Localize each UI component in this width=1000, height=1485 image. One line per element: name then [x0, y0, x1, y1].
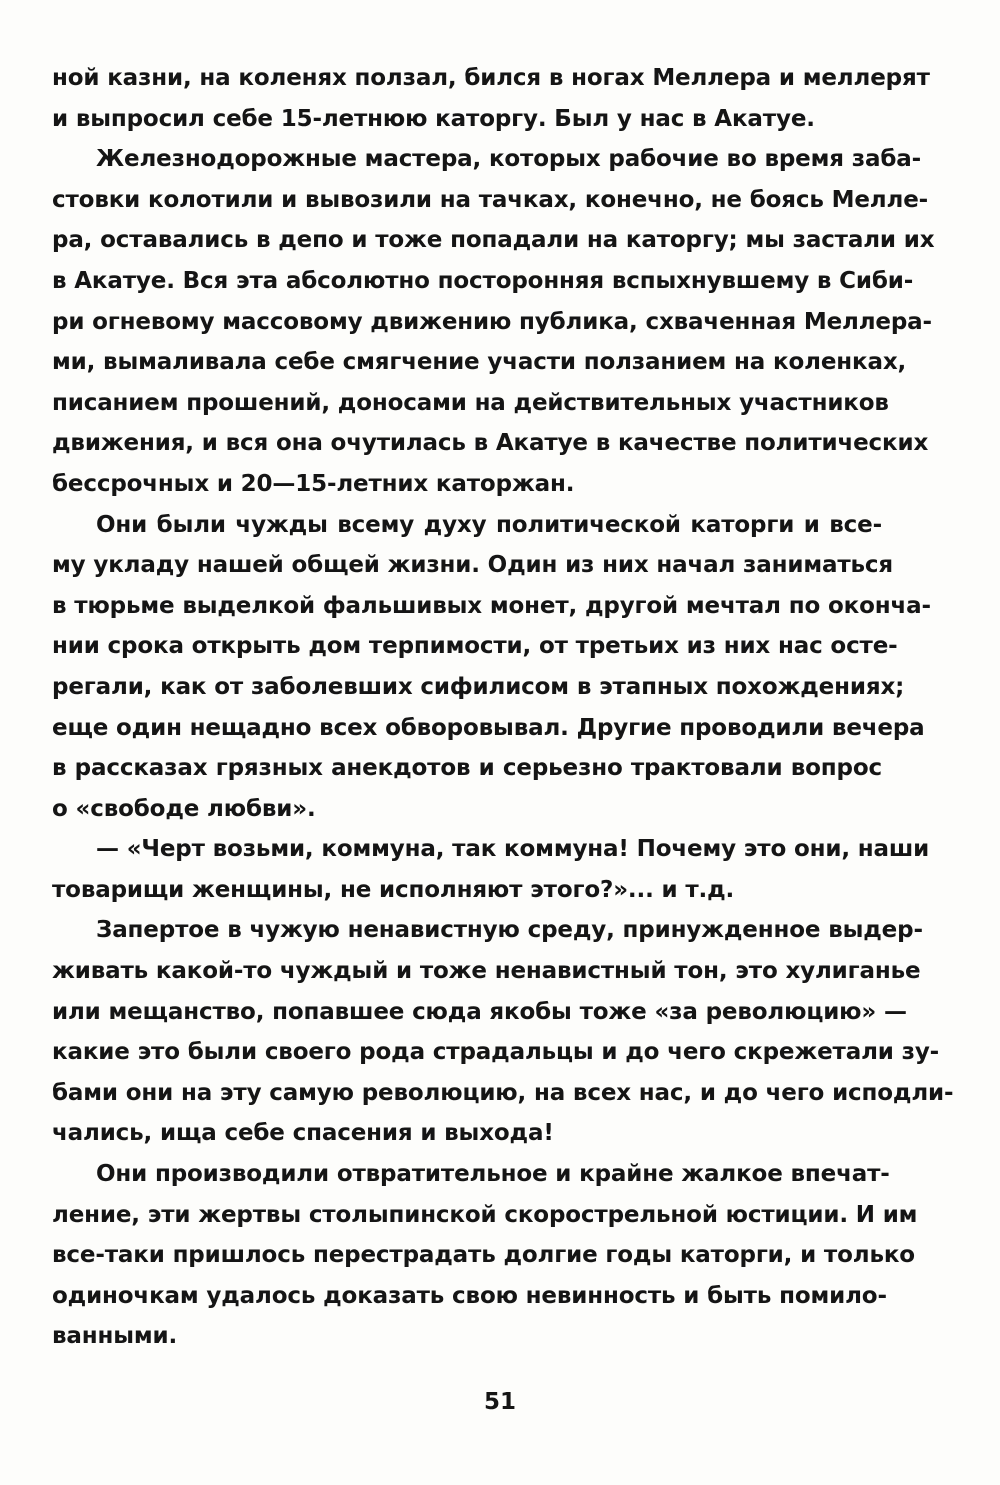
paragraph	[52, 139, 935, 504]
text-line: — «Черт возьми, коммуна, так коммуна! Почему это они, наши	[96, 836, 930, 863]
text-line: и выпросил себе 15-летнюю каторгу. Был у нас в Акатуе.	[52, 105, 815, 132]
text-line: Они были чужды всему духу политической каторги и все-	[96, 511, 882, 538]
body-text	[52, 58, 954, 1357]
text-line: ми, вымаливала себе смягчение участи ползанием на коленках,	[52, 349, 907, 376]
paragraph	[52, 829, 930, 910]
text-line: стовки колотили и вывозили на тачках, конечно, не боясь Мелле-	[52, 186, 929, 213]
text-line: ной казни, на коленях ползал, бился в ногах Меллера и меллерят	[52, 65, 930, 91]
text-line: писанием прошений, доносами на действительных участников	[52, 389, 889, 416]
paragraph	[52, 910, 954, 1154]
text-line: товарищи женщины, не исполняют этого?»... и т.д.	[52, 876, 735, 903]
text-line: бами они на эту самую революцию, на всех нас, и до чего исподли-	[52, 1079, 954, 1106]
text-line: в рассказах грязных анекдотов и серьезно трактовали вопрос	[52, 755, 882, 782]
paragraph	[52, 505, 931, 830]
text-line: о «свободе любви».	[52, 795, 316, 822]
paragraph	[52, 58, 930, 139]
text-line: ра, оставались в депо и тоже попадали на каторгу; мы застали их	[52, 227, 935, 254]
text-line: Запертое в чужую ненавистную среду, принужденное выдер-	[96, 917, 923, 944]
text-line: бессрочных и 20—15-летних каторжан.	[52, 470, 575, 497]
text-line: регали, как от заболевших сифилисом в этапных похождениях;	[52, 673, 905, 700]
text-line: чались, ища себе спасения и выхода!	[52, 1120, 554, 1147]
text-line: в Акатуе. Вся эта абсолютно посторонняя вспыхнувшему в Сиби-	[52, 267, 914, 294]
text-line: движения, и вся она очутилась в Акатуе в качестве политических	[52, 430, 929, 457]
text-line: нии срока открыть дом терпимости, от третьих из них нас осте-	[52, 633, 898, 660]
page-number: 51	[483, 1389, 516, 1415]
text-line: одиночкам удалось доказать свою невинность и быть помило-	[52, 1282, 887, 1309]
text-line: в тюрьме выделкой фальшивых монет, другой мечтал по оконча-	[52, 592, 931, 619]
text-line: живать какой-то чуждый и тоже ненавистный тон, это хулиганье	[52, 958, 921, 985]
text-line: все-таки пришлось перестрадать долгие годы каторги, и только	[52, 1242, 915, 1269]
text-line: или мещанство, попавшее сюда якобы тоже «за революцию» —	[52, 998, 907, 1025]
text-line: ление, эти жертвы столыпинской скорострельной юстиции. И им	[52, 1201, 918, 1228]
text-line: ри огневому массовому движению публика, схваченная Меллера-	[52, 308, 932, 335]
text-line: еще один нещадно всех обворовывал. Другие проводили вечера	[52, 714, 925, 741]
text-line: му укладу нашей общей жизни. Один из них начал заниматься	[52, 552, 894, 579]
text-line: Железнодорожные мастера, которых рабочие во время заба-	[96, 146, 922, 173]
text-line: ванными.	[52, 1323, 178, 1350]
paragraph	[52, 1154, 918, 1357]
text-line: какие это были своего рода страдальцы и до чего скрежетали зу-	[52, 1039, 940, 1066]
text-line: Они производили отвратительное и крайне жалкое впечат-	[96, 1161, 890, 1188]
